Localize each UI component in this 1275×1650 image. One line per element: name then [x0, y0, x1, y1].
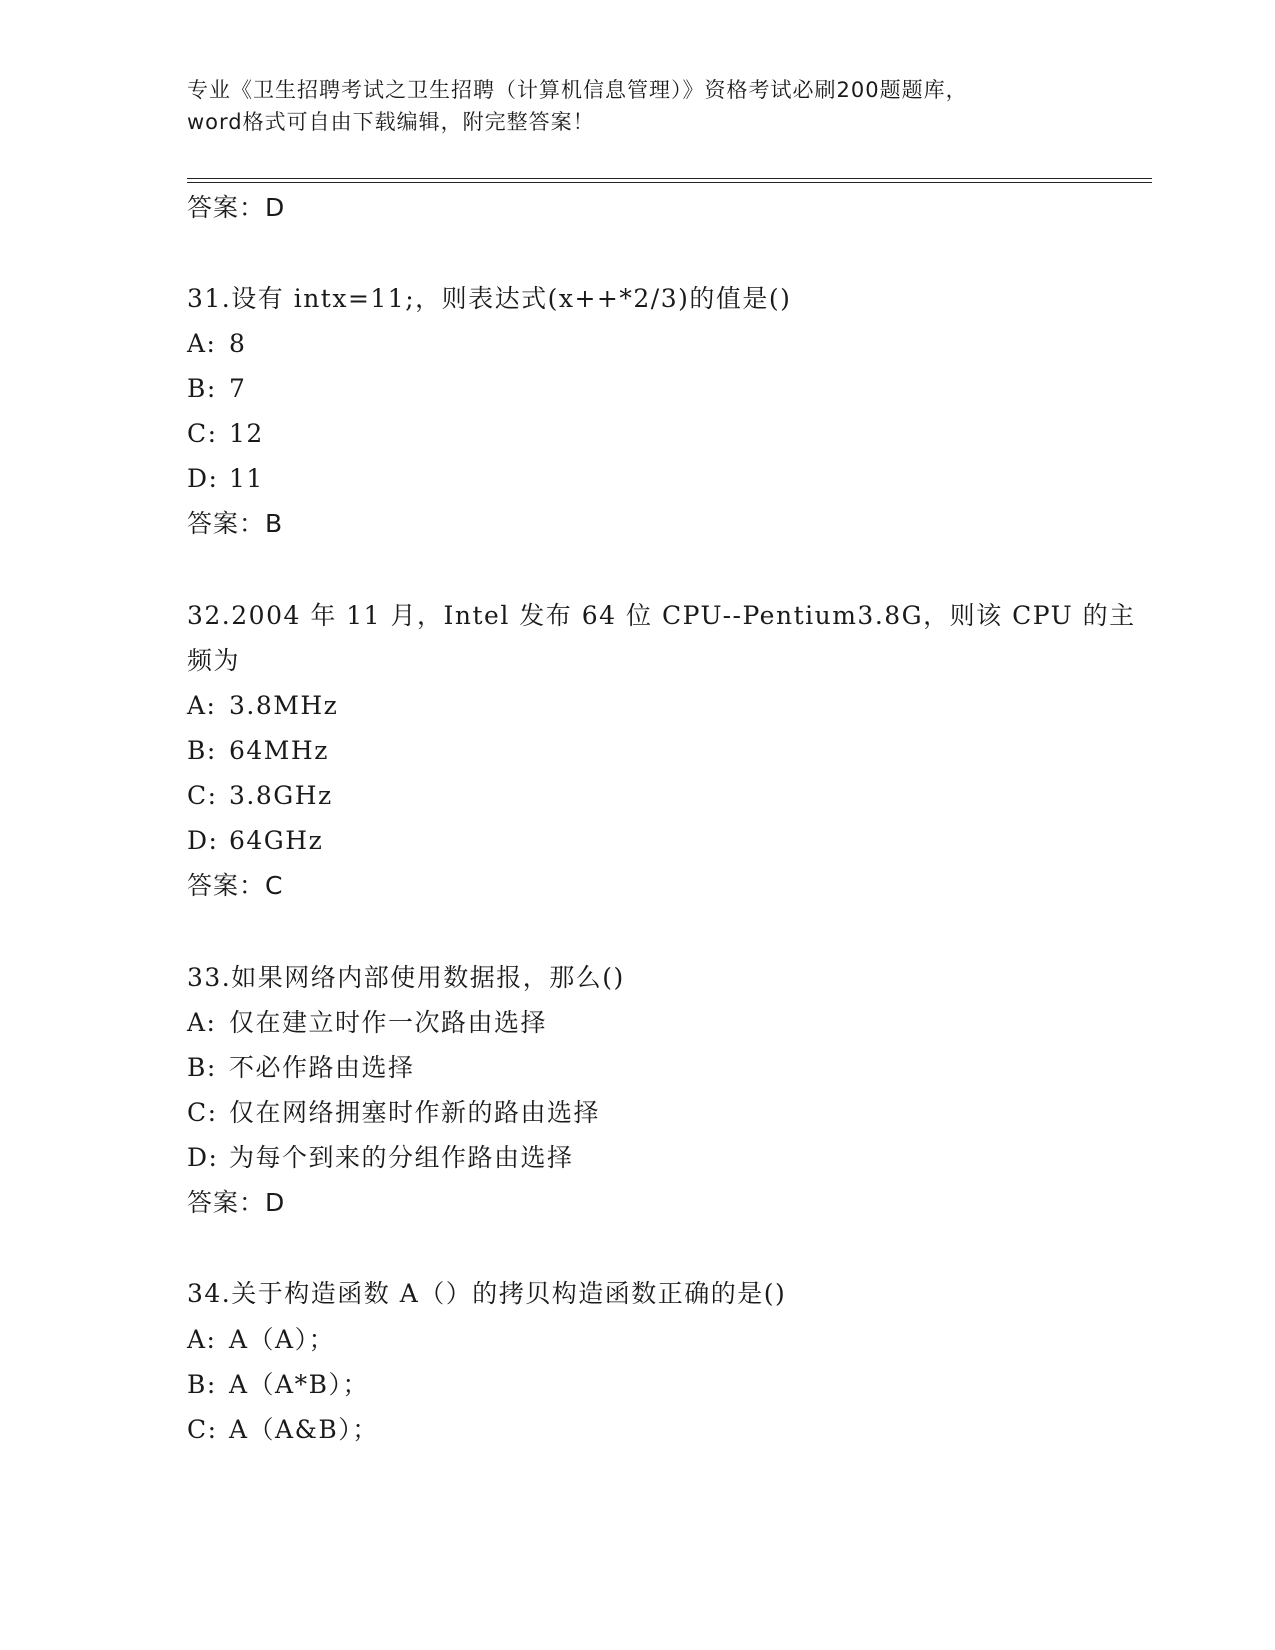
option-label: D:	[187, 826, 219, 855]
option-label: C:	[187, 419, 218, 448]
option-text: 为每个到来的分组作路由选择	[229, 1143, 574, 1172]
question-33-option-d	[187, 1142, 574, 1174]
option-text: 仅在网络拥塞时作新的路由选择	[229, 1098, 601, 1127]
question-32-stem: 32.2004 年 11 月，Intel 发布 64 位 CPU--Pentium3.8G，则该 CPU 的主	[187, 601, 1136, 630]
question-32-option-d	[187, 825, 323, 857]
question-33-answer: 答案：D	[187, 1188, 286, 1217]
option-text: 64GHz	[229, 826, 324, 855]
question-31-answer: 答案：B	[187, 509, 284, 538]
option-label: C:	[187, 1415, 218, 1444]
option-label: B:	[187, 736, 217, 765]
question-32-stem-continued: 频为	[187, 646, 241, 675]
option-label: C:	[187, 781, 218, 810]
option-label: C:	[187, 1098, 218, 1127]
option-text: A（A*B）；	[229, 1370, 369, 1399]
question-34-option-c	[187, 1414, 379, 1446]
option-label: A:	[187, 329, 217, 358]
question-31-option-a	[187, 328, 246, 360]
option-text: A（A）；	[229, 1325, 336, 1354]
option-text: A（A&B）；	[229, 1415, 379, 1444]
question-33-option-a	[187, 1007, 547, 1039]
option-text: 8	[229, 329, 247, 358]
option-label: A:	[187, 1325, 217, 1354]
option-text: 64MHz	[229, 736, 329, 765]
question-32-option-a	[187, 690, 338, 722]
option-text: 仅在建立时作一次路由选择	[229, 1008, 548, 1037]
question-32-option-c	[187, 780, 333, 812]
question-31-option-c	[187, 418, 264, 450]
question-33-option-c	[187, 1097, 600, 1129]
option-label: A:	[187, 691, 217, 720]
question-32-answer: 答案：C	[187, 871, 284, 900]
option-label: A:	[187, 1008, 217, 1037]
option-text: 3.8MHz	[229, 691, 339, 720]
question-34-option-a	[187, 1324, 335, 1356]
question-31-option-b	[187, 373, 246, 405]
question-33-stem: 33.如果网络内部使用数据报，那么()	[187, 963, 625, 992]
option-label: B:	[187, 1053, 217, 1082]
option-label: B:	[187, 374, 217, 403]
header-line-1: 专业《卫生招聘考试之卫生招聘（计算机信息管理）》资格考试必刷200题题库，	[187, 78, 968, 102]
document-header	[187, 74, 1087, 138]
header-line-2: word格式可自由下载编辑，附完整答案！	[187, 110, 595, 134]
option-text: 12	[229, 419, 264, 448]
question-31-option-d	[187, 463, 264, 495]
question-33-option-b	[187, 1052, 415, 1084]
header-divider-top	[187, 178, 1152, 179]
option-label: D:	[187, 1143, 219, 1172]
question-32-option-b	[187, 735, 329, 767]
option-label: D:	[187, 464, 219, 493]
question-34-stem: 34.关于构造函数 A（）的拷贝构造函数正确的是()	[187, 1279, 787, 1308]
option-text: 11	[229, 464, 264, 493]
question-34-option-b	[187, 1369, 369, 1401]
option-text: 3.8GHz	[229, 781, 333, 810]
question-31-stem: 31.设有 intx=11;，则表达式(x++*2/3)的值是()	[187, 284, 792, 313]
option-label: B:	[187, 1370, 217, 1399]
option-text: 7	[229, 374, 247, 403]
option-text: 不必作路由选择	[229, 1053, 415, 1082]
header-divider-bottom	[187, 182, 1152, 183]
previous-answer: 答案：D	[187, 193, 286, 222]
